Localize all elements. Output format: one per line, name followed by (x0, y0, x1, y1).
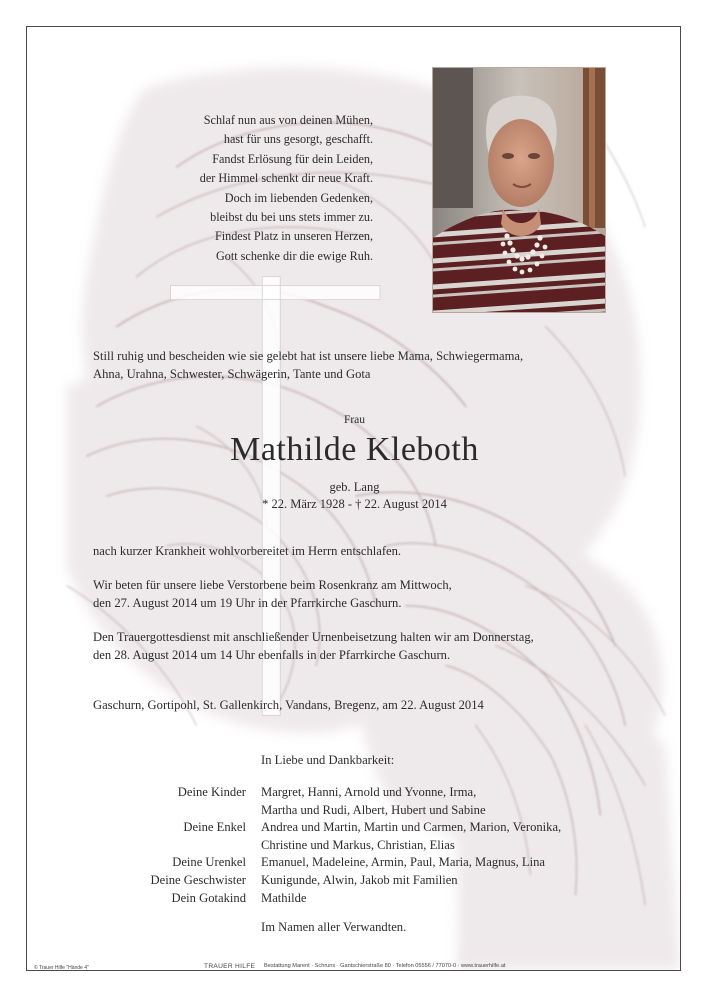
poem-line: Schlaf nun aus von deinen Mühen, (203, 113, 373, 127)
places-date (93, 696, 653, 714)
family-row (27, 819, 681, 837)
family-names: Kunigunde, Alwin, Jakob mit Familien (261, 872, 458, 887)
closing-line: Im Namen aller Verwandten. (261, 920, 407, 934)
life-dates: * 22. März 1928 - † 22. August 2014 (262, 497, 447, 511)
poem-line: Findest Platz in unseren Herzen, (214, 229, 373, 244)
family-label: Deine Urenkel (172, 855, 246, 870)
family-row (27, 854, 681, 872)
family-label: Deine Enkel (183, 820, 246, 835)
rosary-line: Wir beten für unsere liebe Verstorbene beim Rosenkranz am Mittwoch, (93, 578, 452, 592)
poem-line: Gott schenke dir die ewige Ruh. (215, 248, 373, 263)
family-names: Mathilde (261, 890, 307, 905)
intro-line: Still ruhig und bescheiden wie sie gelebt hat ist unsere liebe Mama, Schwiegermama, (93, 349, 524, 363)
passing-text (93, 542, 653, 560)
family-names: Andrea und Martin, Martin und Carmen, Marion, Veronika, (261, 820, 562, 835)
deceased-name: Mathilde Kleboth (230, 431, 479, 468)
places-line: Gaschurn, Gortipohl, St. Gallenkirch, Vandans, Bregenz, am 22. August 2014 (93, 698, 484, 712)
rosary-text (93, 576, 653, 612)
family-names: Martha und Rudi, Albert, Hubert und Sabine (261, 802, 486, 817)
poem-line: hast für uns gesorgt, geschafft. (223, 132, 373, 147)
family-row (27, 872, 681, 890)
brand-label: TRAUER HILFE (204, 963, 256, 970)
intro-text (93, 347, 653, 383)
family-label: Deine Kinder (177, 785, 246, 799)
funeral-line: den 28. August 2014 um 14 Uhr ebenfalls in der Pfarrkirche Gaschurn. (93, 648, 451, 662)
family-names: Emanuel, Madeleine, Armin, Paul, Maria, Magnus, Lina (261, 855, 545, 870)
funeral-line: Den Trauergottesdienst mit anschließender Urnenbeisetzung halten wir am Donnerstag, (93, 630, 534, 644)
family-names: Margret, Hanni, Arnold und Yvonne, Irma, (261, 785, 477, 799)
family-row (27, 890, 681, 908)
passing-line: nach kurzer Krankheit wohlvorbereitet im Herrn entschlafen. (93, 544, 402, 558)
family-names: Christine und Markus, Christian, Elias (261, 837, 455, 852)
salutation: Frau (343, 414, 366, 426)
copyright-note: © Trauer Hilfe "Hände 4" (34, 965, 89, 971)
intro-line: Ahna, Urahna, Schwester, Schwägerin, Tante und Gota (93, 367, 371, 381)
maiden-name: geb. Lang (329, 480, 380, 494)
family-label: Dein Gotakind (171, 890, 246, 905)
poem-line: der Himmel schenkt dir neue Kraft. (199, 171, 373, 186)
poem-line: bleibst du bei uns stets immer zu. (210, 210, 373, 225)
poem-line: Fandst Erlösung für dein Leiden, (212, 151, 373, 166)
rosary-line: den 27. August 2014 um 19 Uhr in der Pfarrkirche Gaschurn. (93, 596, 402, 610)
undertaker-info: Bestattung Marent · Schruns · Gantschierstraße 80 · Telefon 05556 / 77070-0 · www.trauerhilfe.at (264, 963, 506, 969)
poem (147, 111, 373, 266)
poem-line: Doch im liebenden Gedenken, (224, 190, 373, 205)
portrait-photo (432, 67, 606, 313)
family-list (27, 784, 681, 907)
funeral-text (93, 628, 653, 664)
thanks-line: In Liebe und Dankbarkeit: (261, 753, 395, 767)
family-label: Deine Geschwister (150, 872, 246, 887)
family-row (27, 837, 681, 855)
family-row (27, 802, 681, 820)
obituary-card (26, 26, 681, 971)
family-row (27, 784, 681, 802)
